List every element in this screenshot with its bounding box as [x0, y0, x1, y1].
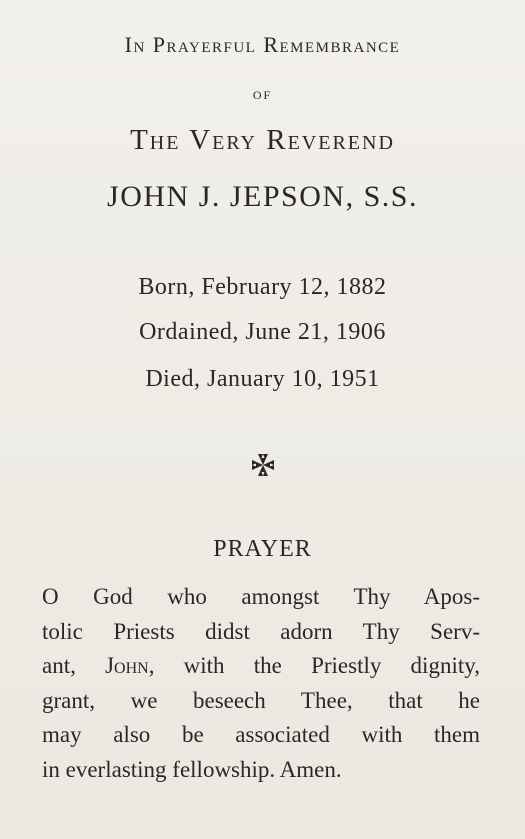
prayer-line-part: ant,: [42, 653, 106, 678]
maltese-cross-icon: [250, 452, 276, 478]
prayer-heading: PRAYER: [213, 536, 312, 562]
born-date: Born, February 12, 1882: [138, 274, 387, 300]
title-line: The Very Reverend: [130, 124, 395, 156]
prayer-line: [42, 615, 480, 650]
remembrance-heading: In Prayerful Remembrance: [124, 32, 401, 57]
prayer-line-part: who amongst Thy Apos-: [132, 584, 480, 609]
prayer-line: [42, 649, 480, 684]
prayer-line-part: in everlasting fellowship. Amen.: [42, 756, 342, 782]
prayer-line-part: O God: [42, 584, 133, 609]
prayer-line: [42, 684, 480, 719]
prayer-line-part: , with the Priestly dignity,: [148, 653, 480, 678]
prayer-line-part: tolic Priests didst adorn Thy Serv-: [42, 618, 480, 644]
died-date: Died, January 10, 1951: [145, 366, 380, 392]
ordained-date: Ordained, June 21, 1906: [139, 319, 386, 345]
prayer-line: [42, 580, 480, 615]
deceased-name: JOHN J. JEPSON, S.S.: [107, 180, 418, 213]
prayer-line-part: may also be associated with them: [42, 722, 480, 747]
servant-name: John: [105, 653, 149, 678]
prayer-line: [42, 718, 480, 753]
of-label: of: [252, 84, 273, 103]
prayer-line: [42, 753, 480, 788]
prayer-text: [42, 580, 480, 787]
prayer-line-part: grant, we beseech Thee, that he: [42, 687, 480, 713]
